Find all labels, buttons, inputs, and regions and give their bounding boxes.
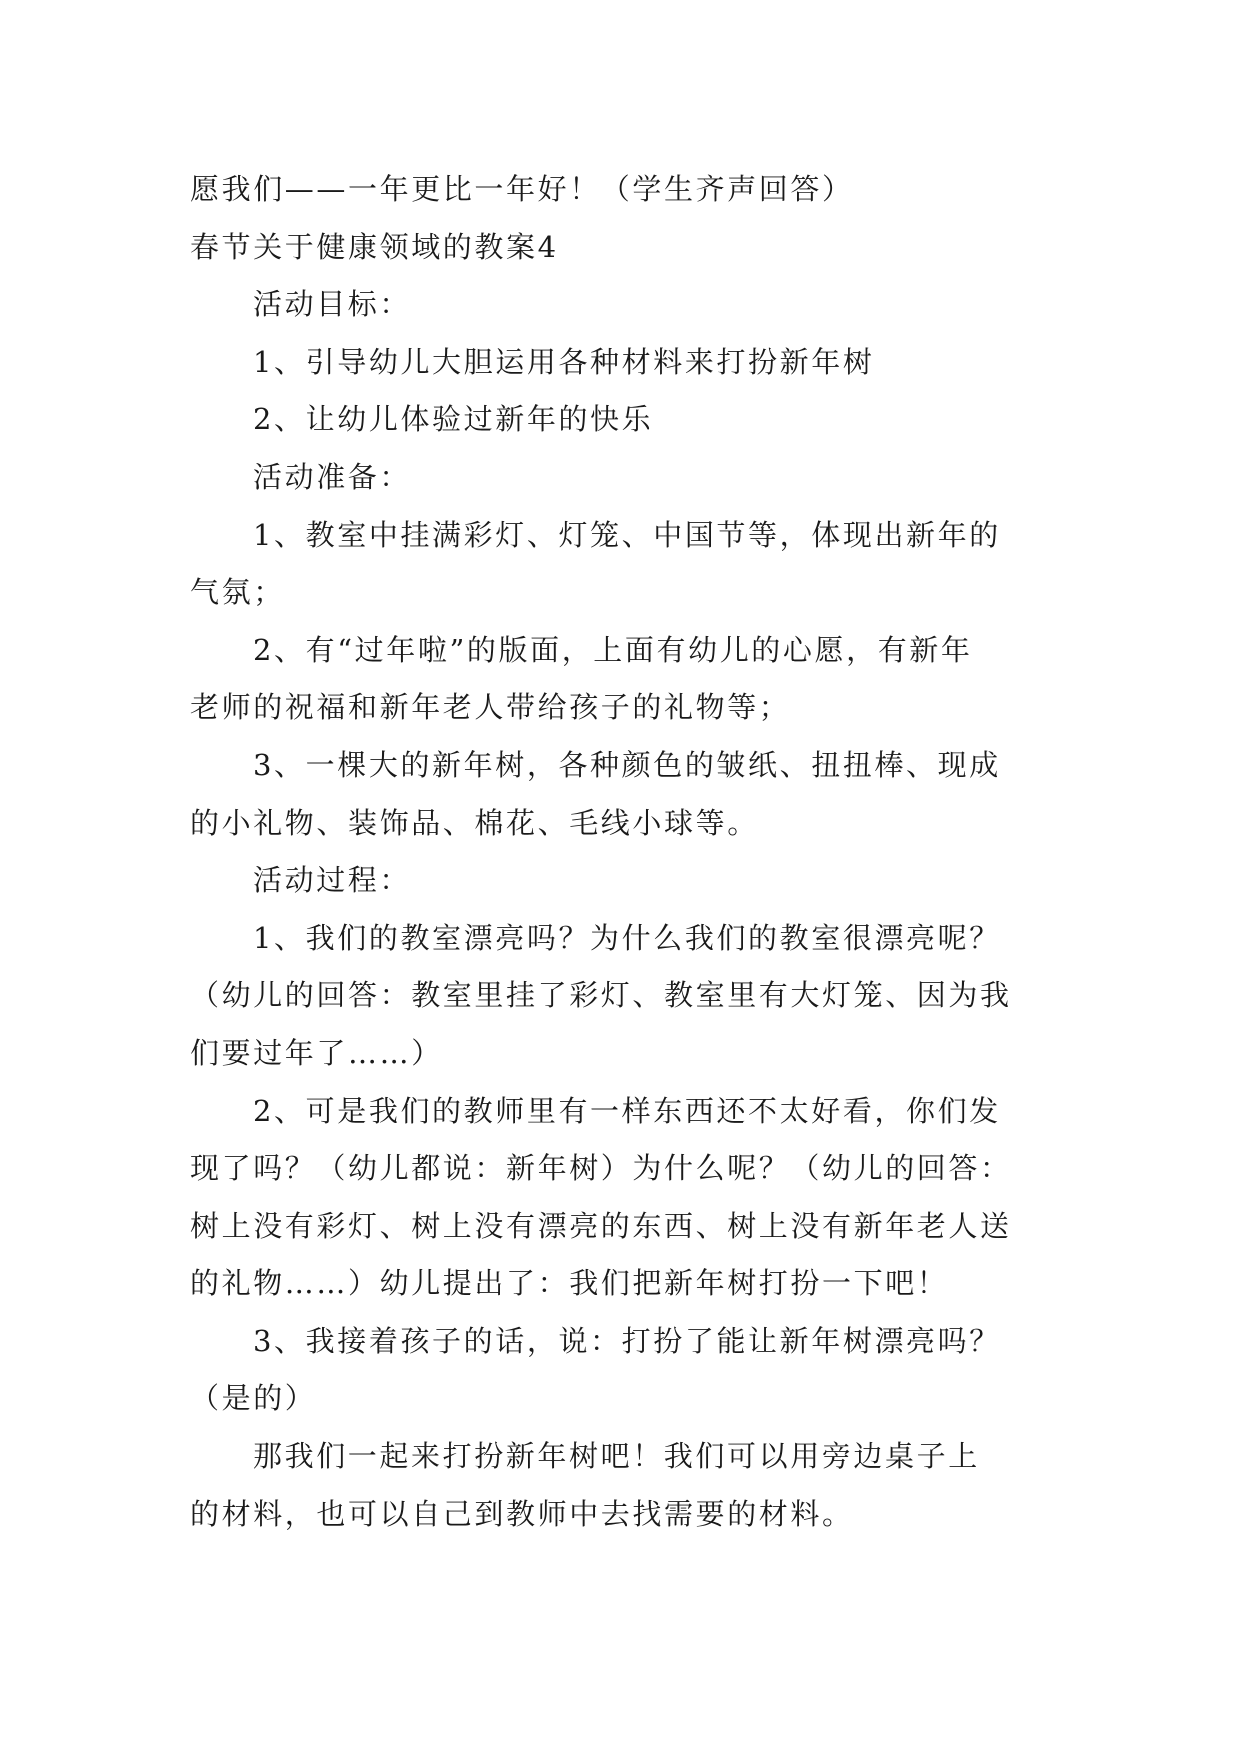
- text-line: 3、一棵大的新年树，各种颜色的皱纸、扭扭棒、现成: [253, 747, 1001, 782]
- text-line: 老师的祝福和新年老人带给孩子的礼物等；: [190, 690, 791, 725]
- text-line: 气氛；: [190, 575, 285, 610]
- text-line: （幼儿的回答：教室里挂了彩灯、教室里有大灯笼、因为我: [190, 978, 1012, 1013]
- subheading-goals: 活动目标：: [253, 287, 412, 322]
- text-line: 树上没有彩灯、树上没有漂亮的东西、树上没有新年老人送: [190, 1208, 1012, 1243]
- text-line: 那我们一起来打扮新年树吧！我们可以用旁边桌子上: [253, 1439, 980, 1474]
- text-line: 3、我接着孩子的话，说：打扮了能让新年树漂亮吗？: [253, 1323, 1001, 1358]
- text-line: 2、让幼儿体验过新年的快乐: [253, 402, 654, 437]
- text-line: 2、可是我们的教师里有一样东西还不太好看，你们发: [253, 1093, 1001, 1128]
- text-line: 现了吗？（幼儿都说：新年树）为什么呢？（幼儿的回答：: [190, 1151, 1012, 1186]
- text-line: （是的）: [190, 1381, 317, 1416]
- document-body: [190, 161, 1070, 1543]
- text-line: 1、引导幼儿大胆运用各种材料来打扮新年树: [253, 344, 875, 379]
- text-line: 1、我们的教室漂亮吗？为什么我们的教室很漂亮呢？: [253, 920, 1001, 955]
- text-line: 1、教室中挂满彩灯、灯笼、中国节等，体现出新年的: [253, 517, 1001, 552]
- text-line: 2、有“过年啦”的版面，上面有幼儿的心愿，有新年: [253, 632, 973, 667]
- text-line: 的材料，也可以自己到教师中去找需要的材料。: [190, 1496, 854, 1531]
- text-line: 愿我们——一年更比一年好！（学生齐声回答）: [190, 172, 854, 206]
- subheading-process: 活动过程：: [253, 863, 412, 898]
- text-line: 的小礼物、装饰品、棉花、毛线小球等。: [190, 805, 759, 840]
- section-heading: 春节关于健康领域的教案4: [190, 229, 559, 264]
- text-line: 们要过年了……）: [190, 1035, 443, 1070]
- text-line: 的礼物……）幼儿提出了：我们把新年树打扮一下吧！: [190, 1266, 949, 1301]
- subheading-preparation: 活动准备：: [253, 459, 412, 494]
